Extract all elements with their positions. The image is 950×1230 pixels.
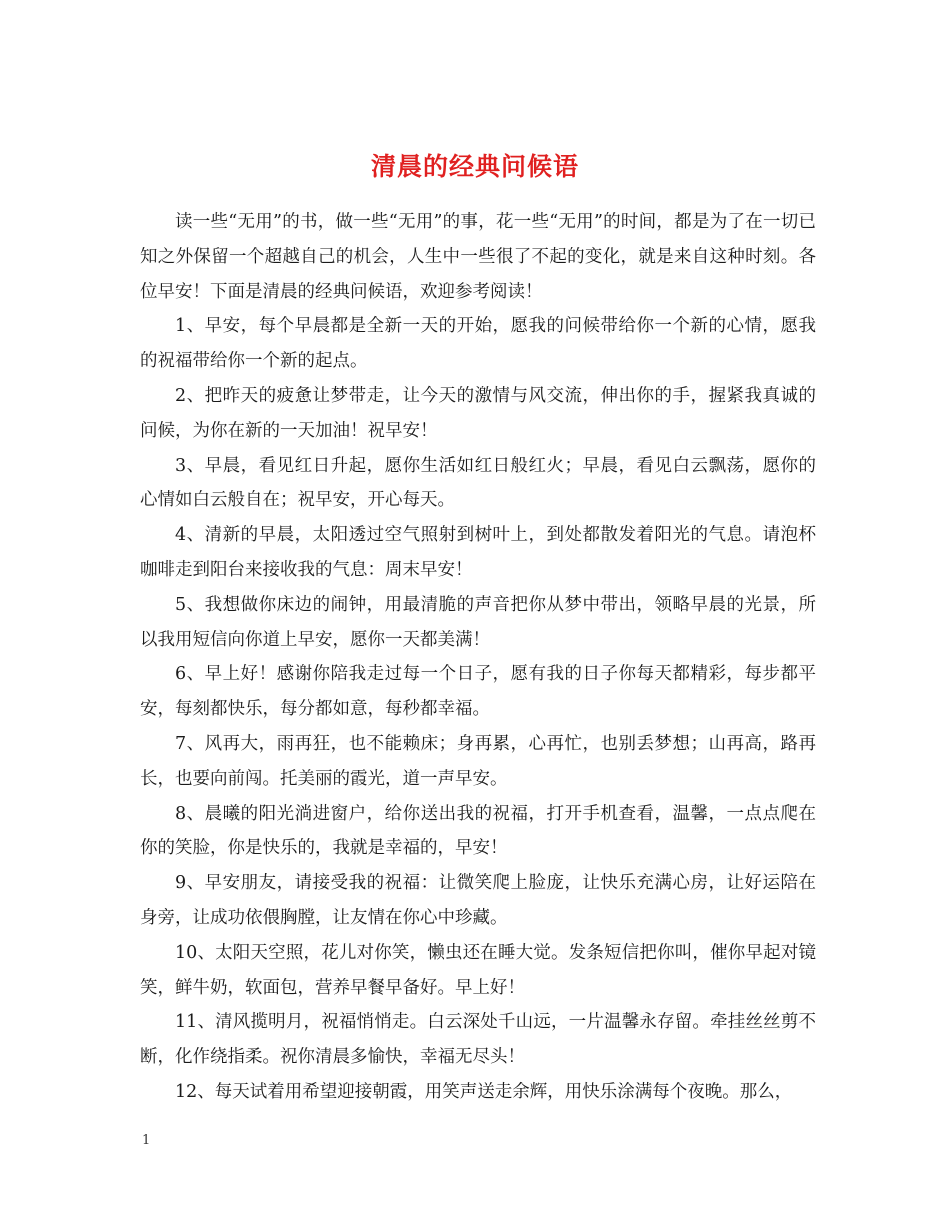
greeting-item-7: 7、风再大，雨再狂，也不能赖床；身再累，心再忙，也别丢梦想；山再高，路再长，也要向前闯。托美丽的霞光，道一声早安。 bbox=[140, 733, 816, 789]
document-body bbox=[140, 205, 816, 1110]
greeting-item-6: 6、早上好！感谢你陪我走过每一个日子，愿有我的日子你每天都精彩，每步都平安，每刻都快乐，每分都如意，每秒都幸福。 bbox=[140, 664, 816, 720]
greeting-item-9: 9、早安朋友，请接受我的祝福：让微笑爬上脸庞，让快乐充满心房，让好运陪在身旁，让成功依偎胸膛，让友情在你心中珍藏。 bbox=[140, 873, 816, 928]
greeting-item-12: 12、每天试着用希望迎接朝霞，用笑声送走余辉，用快乐涂满每个夜晚。那么， bbox=[175, 1081, 793, 1102]
intro-paragraph: 读一些“无用”的书，做一些“无用”的事，花一些“无用”的时间，都是为了在一切已知之外保留一个超越自己的机会，人生中一些很了不起的变化，就是来自这种时刻。各位早安！下面是清晨的经典问候语，欢迎参考阅读！ bbox=[140, 212, 816, 302]
greeting-item-5: 5、我想做你床边的闹钟，用最清脆的声音把你从梦中带出，领略早晨的光景，所以我用短信向你道上早安，愿你一天都美满！ bbox=[140, 594, 816, 650]
greeting-item-4: 4、清新的早晨，太阳透过空气照射到树叶上，到处都散发着阳光的气息。请泡杯咖啡走到阳台来接收我的气息：周末早安！ bbox=[140, 525, 816, 580]
greeting-item-3: 3、早晨，看见红日升起，愿你生活如红日般红火；早晨，看见白云飘荡，愿你的心情如白云般自在；祝早安，开心每天。 bbox=[140, 455, 816, 511]
greeting-item-8: 8、晨曦的阳光淌进窗户，给你送出我的祝福，打开手机查看，温馨，一点点爬在你的笑脸，你是快乐的，我就是幸福的，早安！ bbox=[140, 803, 816, 859]
page-number: 1 bbox=[142, 1133, 151, 1148]
greeting-item-10: 10、太阳天空照，花儿对你笑，懒虫还在睡大觉。发条短信把你叫，催你早起对镜笑，鲜牛奶，软面包，营养早餐早备好。早上好！ bbox=[140, 942, 816, 998]
document-title: 清晨的经典问候语 bbox=[370, 151, 579, 181]
greeting-item-2: 2、把昨天的疲惫让梦带走，让今天的激情与风交流，伸出你的手，握紧我真诚的问候，为你在新的一天加油！祝早安！ bbox=[140, 385, 816, 441]
greeting-item-11: 11、清风揽明月，祝福悄悄走。白云深处千山远，一片温馨永存留。牵挂丝丝剪不断，化作绕指柔。祝你清晨多愉快，幸福无尽头！ bbox=[140, 1012, 816, 1068]
greeting-item-1: 1、早安，每个早晨都是全新一天的开始，愿我的问候带给你一个新的心情，愿我的祝福带给你一个新的起点。 bbox=[140, 316, 816, 372]
